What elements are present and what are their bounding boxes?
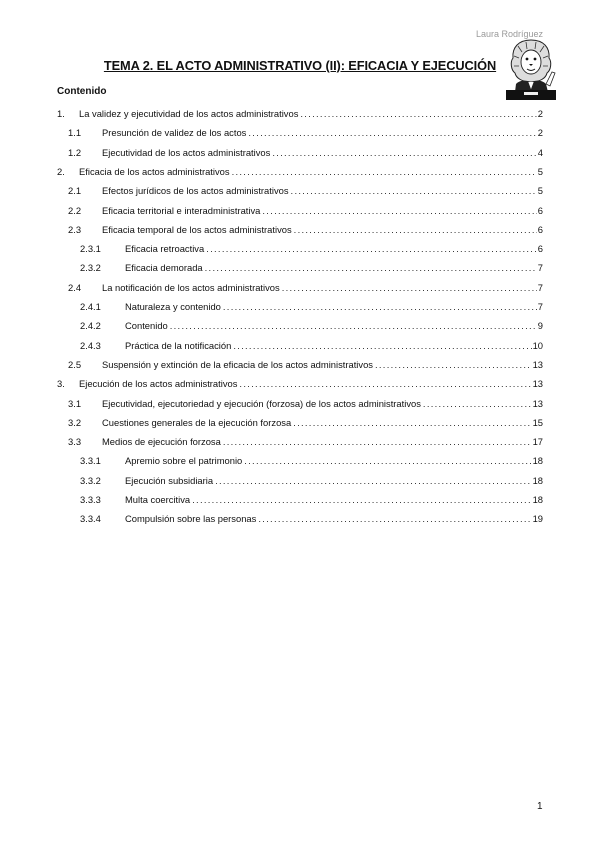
toc-entry[interactable] — [0, 397, 600, 411]
toc-entry-title[interactable]: Eficacia demorada — [125, 262, 203, 274]
toc-entry-title[interactable]: Efectos jurídicos de los actos administrativos — [102, 185, 289, 197]
toc-entry-title[interactable]: Apremio sobre el patrimonio — [125, 455, 243, 467]
toc-dot-leader — [300, 107, 536, 121]
toc-entry-number: 2.5 — [68, 358, 82, 370]
document-title: TEMA 2. EL ACTO ADMINISTRATIVO (II): EFICACIA Y EJECUCIÓN — [103, 58, 497, 73]
toc-entry-title[interactable]: Ejecución subsidiaria — [125, 474, 214, 486]
toc-entry-page: 13 — [532, 378, 543, 390]
toc-entry-page: 7 — [537, 301, 543, 312]
toc-entry-page: 5 — [537, 185, 543, 197]
toc-entry[interactable] — [0, 512, 600, 526]
toc-dot-leader — [293, 416, 531, 430]
toc-entry-number: 2.3.1 — [80, 243, 101, 255]
toc-entry-page: 18 — [532, 494, 543, 505]
toc-entry[interactable] — [0, 261, 600, 275]
toc-entry-number: 3.3 — [68, 436, 82, 448]
toc-entry-number: 3. — [57, 378, 65, 390]
toc-dot-leader — [282, 281, 537, 295]
toc-entry-page: 6 — [537, 243, 543, 255]
toc-entry-page: 10 — [532, 339, 543, 351]
page-number: 1 — [537, 801, 543, 812]
toc-entry-title[interactable]: Ejecutividad de los actos administrativos — [102, 146, 271, 158]
toc-entry-page: 7 — [537, 281, 543, 293]
toc-dot-leader — [239, 377, 531, 391]
toc-entry-number: 1.1 — [68, 127, 82, 139]
toc-entry[interactable] — [0, 223, 600, 237]
toc-entry-title[interactable]: Ejecución de los actos administrativos — [79, 378, 238, 390]
toc-dot-leader — [272, 146, 536, 160]
toc-dot-leader — [423, 397, 532, 411]
toc-entry-title[interactable]: Medios de ejecución forzosa — [102, 436, 221, 448]
toc-entry[interactable] — [0, 319, 600, 333]
toc-entry[interactable] — [0, 146, 600, 160]
toc-entry-number: 2.4 — [68, 281, 82, 293]
toc-dot-leader — [192, 493, 531, 507]
toc-entry-title[interactable]: Cuestiones generales de la ejecución forzosa — [102, 416, 292, 428]
toc-dot-leader — [262, 204, 536, 218]
toc-entry-number: 2.4.3 — [80, 339, 101, 351]
toc-entry-number: 2.4.2 — [80, 320, 101, 332]
toc-entry-title[interactable]: La validez y ejecutividad de los actos administrativos — [79, 108, 299, 119]
toc-entry-number: 3.3.3 — [80, 494, 101, 505]
toc-dot-leader — [291, 184, 537, 198]
toc-entry-title[interactable]: Práctica de la notificación — [125, 339, 232, 351]
toc-entry[interactable] — [0, 184, 600, 198]
toc-entry-page: 5 — [537, 165, 543, 177]
toc-entry-page: 13 — [532, 358, 543, 370]
toc-entry-title[interactable]: Ejecutividad, ejecutoriedad y ejecución (forzosa) de los actos administrativos — [102, 397, 421, 409]
toc-entry-page: 6 — [537, 223, 543, 235]
toc-entry-title[interactable]: Presunción de validez de los actos — [102, 127, 247, 139]
toc-dot-leader — [233, 339, 531, 353]
toc-dot-leader — [206, 242, 537, 256]
toc-entry[interactable] — [0, 358, 600, 372]
toc-dot-leader — [223, 300, 537, 314]
toc-heading: Contenido — [57, 86, 107, 97]
toc-entry-title[interactable]: La notificación de los actos administrativos — [102, 281, 280, 293]
toc-entry-title[interactable]: Eficacia de los actos administrativos — [79, 165, 230, 177]
toc-entry-number: 1.2 — [68, 146, 82, 158]
toc-entry-page: 9 — [537, 320, 543, 332]
toc-entry[interactable] — [0, 416, 600, 430]
toc-entry-page: 15 — [532, 416, 543, 428]
toc-entry-number: 3.3.1 — [80, 455, 101, 467]
toc-entry[interactable] — [0, 300, 600, 314]
toc-entry-title[interactable]: Naturaleza y contenido — [125, 301, 221, 312]
toc-entry[interactable] — [0, 435, 600, 449]
toc-entry-title[interactable]: Eficacia temporal de los actos administrativos — [102, 223, 292, 235]
toc-entry[interactable] — [0, 377, 600, 391]
toc-entry-number: 3.3.4 — [80, 513, 101, 525]
toc-dot-leader — [244, 454, 531, 468]
toc-dot-leader — [294, 223, 537, 237]
toc-entry-page: 2 — [537, 108, 543, 119]
toc-entry-title[interactable]: Eficacia retroactiva — [125, 243, 205, 255]
toc-entry-page: 18 — [532, 455, 543, 467]
toc-entry-title[interactable]: Multa coercitiva — [125, 494, 191, 505]
toc-dot-leader — [223, 435, 532, 449]
toc-entry[interactable] — [0, 339, 600, 353]
toc-dot-leader — [215, 474, 531, 488]
toc-entry-title[interactable]: Eficacia territorial e interadministrativa — [102, 204, 261, 216]
toc-entry-number: 3.1 — [68, 397, 82, 409]
toc-entry-number: 2. — [57, 165, 65, 177]
toc-entry-page: 18 — [532, 474, 543, 486]
toc-entry-title[interactable]: Contenido — [125, 320, 168, 332]
toc-entry-page: 13 — [532, 397, 543, 409]
toc-entry-number: 2.2 — [68, 204, 82, 216]
toc-dot-leader — [170, 319, 537, 333]
toc-entry-page: 4 — [537, 146, 543, 158]
toc-entry-page: 2 — [537, 127, 543, 139]
toc-entry-number: 1. — [57, 108, 65, 119]
toc-entry-number: 2.4.1 — [80, 301, 101, 312]
toc-entry[interactable] — [0, 107, 600, 121]
toc-entry[interactable] — [0, 454, 600, 468]
toc-dot-leader — [232, 165, 537, 179]
toc-entry-page: 17 — [532, 436, 543, 448]
toc-entry-number: 3.3.2 — [80, 474, 101, 486]
toc-entry-number: 2.1 — [68, 185, 82, 197]
toc-entry[interactable] — [0, 493, 600, 507]
toc-entry-number: 2.3.2 — [80, 262, 101, 274]
toc-entry-title[interactable]: Compulsión sobre las personas — [125, 513, 257, 525]
toc-entry[interactable] — [0, 281, 600, 295]
toc-entry[interactable] — [0, 242, 600, 256]
toc-entry[interactable] — [0, 204, 600, 218]
toc-entry-number: 3.2 — [68, 416, 82, 428]
toc-entry-page: 6 — [537, 204, 543, 216]
toc-entry-page: 19 — [532, 513, 543, 525]
toc-dot-leader — [205, 261, 537, 275]
toc-dot-leader — [375, 358, 532, 372]
toc-entry[interactable] — [0, 165, 600, 179]
toc-entry[interactable] — [0, 474, 600, 488]
toc-entry-page: 7 — [537, 262, 543, 274]
toc-dot-leader — [258, 512, 531, 526]
toc-entry[interactable] — [0, 126, 600, 140]
toc-dot-leader — [248, 126, 536, 140]
toc-entry-number: 2.3 — [68, 223, 82, 235]
toc-entry-title[interactable]: Suspensión y extinción de la eficacia de los actos administrativos — [102, 358, 373, 370]
author-name: Laura Rodríguez — [475, 29, 543, 39]
